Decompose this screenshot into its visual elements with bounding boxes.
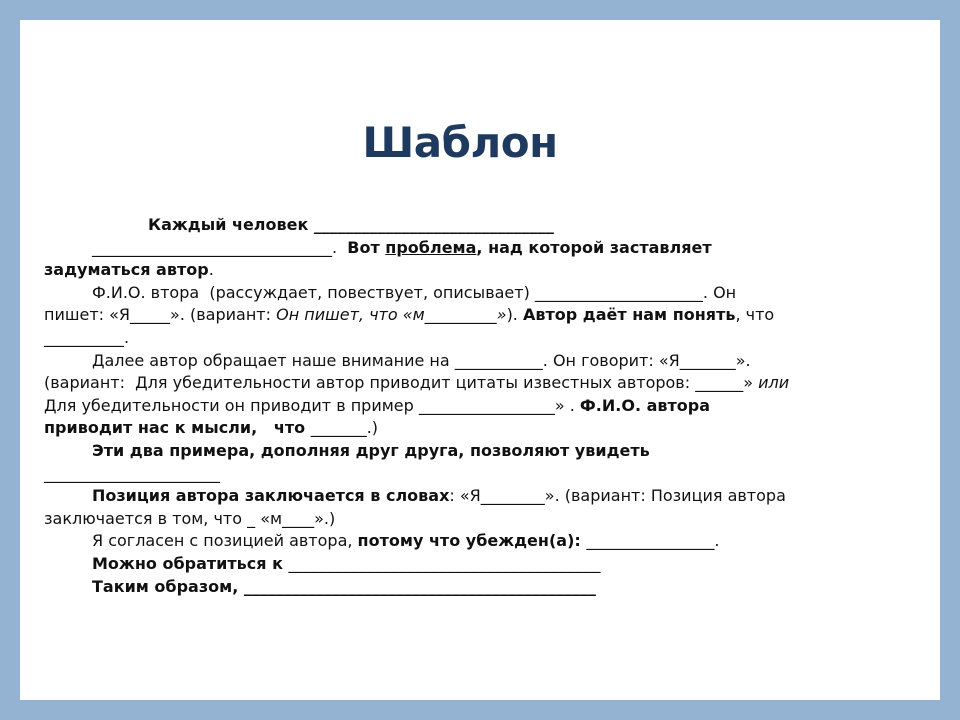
text-segment: Автор даёт нам понять [522, 305, 736, 325]
text-line [92, 530, 719, 552]
text-segment: Для убедительности он приводит в пример _________________» . [44, 395, 580, 415]
text-segment: __________. [44, 328, 130, 347]
text-segment: _______.) [310, 418, 379, 438]
text-line [92, 485, 786, 507]
text-line [44, 304, 774, 326]
text-segment: задуматься автор [44, 260, 209, 280]
text-segment: ________________. [586, 531, 720, 551]
text-line [92, 576, 596, 598]
text-segment: Ф.И.О. автора [579, 395, 711, 415]
text-line [92, 350, 751, 372]
text-line [92, 440, 650, 462]
text-segment: Ф.И.О. втора (рассуждает, повествует, описывает) _____________________. Он [92, 282, 737, 302]
text-segment: : «Я________». (вариант: Позиция автора [449, 486, 786, 506]
text-segment: Далее автор обращает наше внимание на ___________. Он говорит: «Я_______». [92, 350, 751, 370]
text-segment: Можно обратиться к [92, 554, 289, 573]
text-segment: Позиция автора заключается в словах [92, 486, 450, 506]
text-segment: (вариант: Для убедительности автор приводит цитаты известных авторов: ______» [44, 373, 759, 393]
text-line [44, 372, 789, 394]
text-line [148, 214, 554, 236]
text-segment: , над которой заставляет [476, 237, 712, 257]
text-segment: ______________________________. [92, 237, 348, 257]
text-line [44, 463, 220, 485]
page-title: Шаблон [362, 118, 558, 167]
text-line [92, 553, 601, 575]
text-segment: , что [735, 305, 775, 325]
text-line [44, 508, 335, 530]
text-segment: или [758, 373, 790, 393]
text-line [44, 417, 378, 439]
text-segment: потому что убежден(а): [357, 531, 587, 551]
text-segment: ). [506, 305, 523, 325]
text-segment: приводит нас к мысли, что [44, 418, 311, 438]
text-segment: Он пишет, что «м_________» [276, 305, 507, 325]
text-line [92, 237, 712, 259]
text-line [44, 259, 214, 281]
text-segment: пишет: «Я_____». (вариант: [44, 305, 277, 325]
text-line [92, 282, 736, 304]
text-segment: Эти два примера, дополняя друг друга, позволяют увидеть [92, 441, 650, 460]
text-segment: заключается в том, что _ «м____».) [44, 508, 336, 528]
text-segment: . [208, 260, 214, 280]
text-segment: Каждый человек ______________________________ [148, 215, 554, 234]
text-segment: проблема [385, 237, 477, 257]
text-segment: Я согласен с позицией автора, [92, 531, 358, 551]
text-line [44, 327, 129, 349]
text-segment: ______________________ [44, 463, 220, 483]
text-line [44, 395, 710, 417]
text-segment: _______________________________________ [288, 554, 601, 573]
text-segment: Таким образом, ____________________________________________ [92, 576, 596, 596]
text-segment: Вот [347, 237, 386, 257]
